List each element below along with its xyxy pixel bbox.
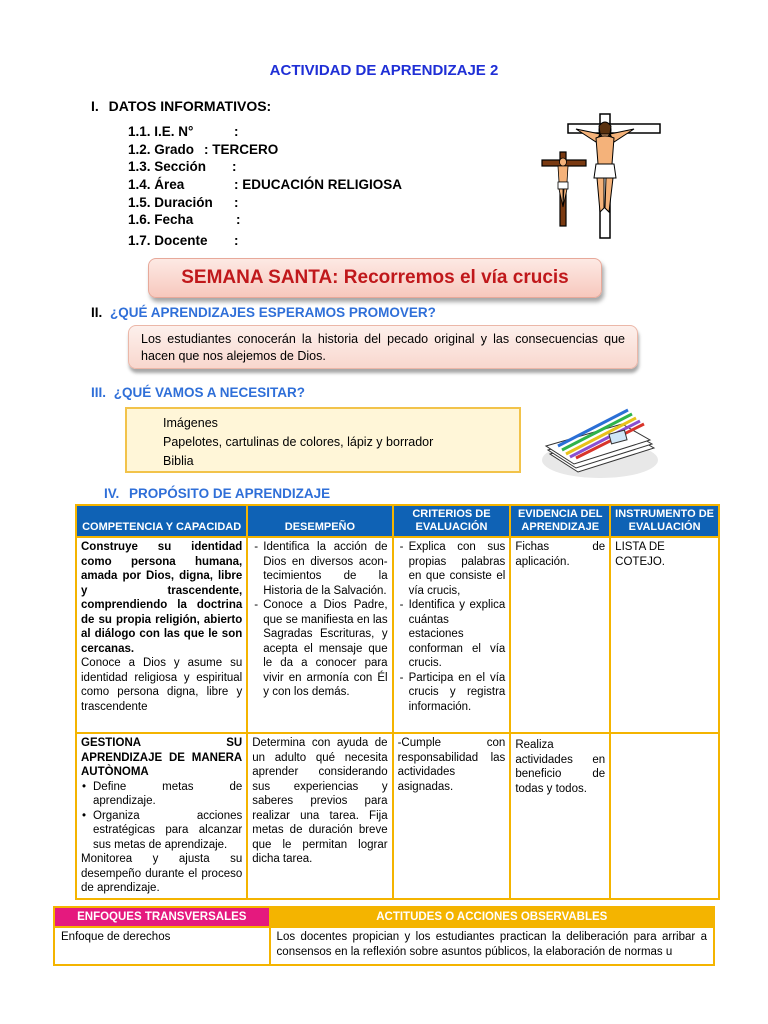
competencia-cell — [76, 733, 247, 899]
list-item: - Conoce a Dios Padre, que se manifiesta en las Sagradas Escrituras, y acepta el mensaje que le da a conocer para vivir en armonía con Él y con los demás. — [263, 598, 387, 700]
page-title: ACTIVIDAD DE APRENDIZAJE 2 — [269, 62, 499, 79]
table-row — [54, 927, 714, 965]
dato-value: : — [232, 159, 237, 174]
section-3-heading — [91, 385, 305, 400]
section-1-number: I. — [91, 98, 99, 114]
list-item: - Identifica la acción de Dios en diversos acon-tecimientos de la Historia de la Salvación. — [263, 540, 387, 598]
instrumento-cell: LISTA DE COTEJO. — [610, 537, 719, 733]
section-2-number: II. — [91, 305, 103, 320]
section-2-title: ¿QUÉ APRENDIZAJES ESPERAMOS PROMOVER? — [110, 305, 436, 320]
table-row — [76, 537, 719, 733]
desempeno-cell: Determina con ayuda de un adulto qué necesita aprender considerando sus experiencias y saberes previos para realizar una tarea. Fija metas de duración breve que le permitan lograr dicha tarea. — [247, 733, 392, 899]
dato-label: 1.7. Docente — [128, 233, 208, 248]
section-3-number: III. — [91, 385, 107, 400]
evidencia-cell: Realiza actividades en beneficio de todas y todos. — [510, 733, 610, 899]
competencia-cell — [76, 537, 247, 733]
capacidad-text: Monitorea y ajusta su desempeño durante el proceso de aprendizaje. — [81, 853, 243, 894]
list-item: - Explica con sus propias palabras en que consiste el vía crucis, — [409, 540, 506, 598]
material-item: Papelotes, cartulinas de colores, lápiz y borrador — [163, 435, 434, 449]
aprendizajes-box: Los estudiantes conocerán la historia del pecado original y las consecuencias que hacen que nos alejemos de Dios. — [128, 325, 638, 369]
material-item: Biblia — [163, 454, 194, 468]
evidencia-cell: Fichas de aplicación. — [510, 537, 610, 733]
section-1-title: DATOS INFORMATIVOS: — [108, 98, 272, 114]
table-header: COMPETENCIA Y CAPACIDAD — [76, 505, 247, 537]
dato-label: 1.2. Grado — [128, 142, 195, 157]
proposito-table — [75, 504, 720, 900]
enfoques-table — [53, 906, 715, 966]
list-item: • Define metas de aprendizaje. — [93, 780, 242, 809]
stationery-illustration — [536, 402, 664, 482]
section-3-title: ¿QUÉ VAMOS A NECESITAR? — [113, 385, 306, 400]
dato-label: 1.1. I.E. N° — [128, 124, 194, 139]
enfoque-cell: Enfoque de derechos — [54, 927, 270, 965]
section-1-heading — [91, 98, 271, 114]
section-4-title: PROPÓSITO DE APRENDIZAJE — [129, 486, 331, 501]
table-header: DESEMPEÑO — [247, 505, 392, 537]
criterios-cell — [393, 537, 511, 733]
dato-value: : — [234, 124, 239, 139]
table-header: EVIDENCIA DEL APRENDIZAJE — [510, 505, 610, 537]
table-header: CRITERIOS DE EVALUACIÓN — [393, 505, 511, 537]
crucifix-illustration — [538, 112, 662, 240]
dato-label: 1.4. Área — [128, 177, 185, 192]
criterios-cell: -Cumple con responsabilidad las actividades asignadas. — [393, 733, 511, 899]
table-row — [76, 733, 719, 899]
dato-value: : TERCERO — [204, 142, 279, 157]
dato-value: : — [236, 212, 241, 227]
section-4-number: IV. — [104, 486, 120, 501]
dato-label: 1.6. Fecha — [128, 212, 194, 227]
table-header-row — [54, 907, 714, 927]
list-item: • Organiza acciones estratégicas para alcanzar sus metas de aprendizaje. — [93, 809, 242, 853]
dato-value: : EDUCACIÓN RELIGIOSA — [234, 177, 403, 192]
actitudes-header: ACTITUDES O ACCIONES OBSERVABLES — [270, 907, 714, 927]
instrumento-cell — [610, 733, 719, 899]
dato-value: : — [234, 195, 239, 210]
competencia-title: Construye su identidad como persona humana, amada por Dios, digna, libre y trascendente, comprendiendo la doctrina de su propia religión, abierto al diálogo con las que le son cercanas. — [81, 541, 243, 655]
dato-value: : — [234, 233, 239, 248]
table-header-row — [76, 505, 719, 537]
list-item: - Identifica y explica cuántas estaciones conforman el vía crucis. — [409, 598, 506, 671]
list-item: - Participa en el vía crucis y registra información. — [409, 671, 506, 715]
dato-label: 1.5. Duración — [128, 195, 213, 210]
dato-label: 1.3. Sección — [128, 159, 207, 174]
section-2-heading — [91, 305, 436, 320]
actitud-cell: Los docentes propician y los estudiantes practican la deliberación para arribar a consensos en la reflexión sobre asuntos públicos, la elaboración de normas u — [270, 927, 714, 965]
table-header: INSTRUMENTO DE EVALUACIÓN — [610, 505, 719, 537]
capacidad-text: Conoce a Dios y asume su identidad religiosa y espiritual como persona digna, libre y trascendente — [81, 657, 243, 713]
materiales-box — [125, 407, 521, 473]
material-item: Imágenes — [163, 416, 218, 430]
competencia-title: GESTIONA SU APRENDIZAJE DE MANERA AUTÒNOMA — [81, 737, 243, 778]
enfoques-header: ENFOQUES TRANSVERSALES — [54, 907, 270, 927]
banner-title: SEMANA SANTA: Recorremos el vía crucis — [148, 258, 602, 298]
desempeno-cell — [247, 537, 392, 733]
section-4-heading — [104, 486, 330, 501]
